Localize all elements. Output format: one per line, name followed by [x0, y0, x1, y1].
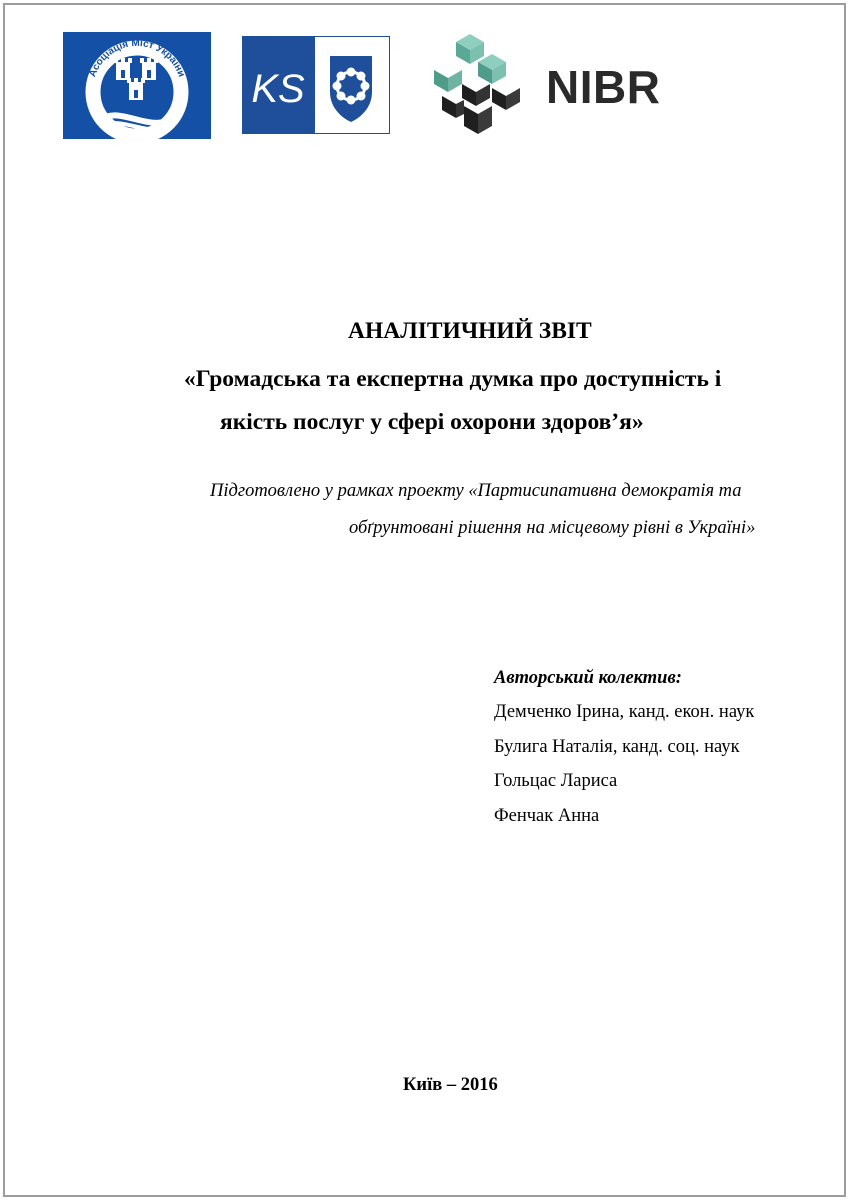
nibr-logo: [428, 30, 678, 138]
report-title-line-1: «Громадська та експертна думка про доступність і: [184, 366, 722, 392]
page-frame: [3, 3, 846, 1197]
project-note-line-2: обґрунтовані рішення на місцевому рівні в Україні»: [349, 518, 756, 538]
svg-text:KS: KS: [251, 67, 305, 111]
authors-block: [494, 666, 754, 838]
author-item: Булига Наталія, канд. соц. наук: [494, 736, 740, 757]
association-logo: [63, 32, 211, 139]
association-emblem-icon: [63, 32, 211, 139]
project-note-line-1: Підготовлено у рамках проекту «Партисипативна демократія та: [210, 481, 742, 501]
author-item: Фенчак Анна: [494, 805, 600, 826]
ks-logo: [242, 36, 390, 134]
nibr-wordmark: NIBR: [546, 61, 661, 113]
author-item: Гольцас Лариса: [494, 771, 618, 791]
place-year: Київ – 2016: [403, 1075, 498, 1095]
authors-heading: Авторський колектив:: [494, 668, 682, 688]
author-item: Демченко Ірина, канд. екон. наук: [494, 702, 755, 722]
nibr-cubes-icon: [428, 30, 538, 138]
report-title-line-2: якість послуг у сфері охорони здоров’я»: [220, 409, 644, 435]
svg-text:Асоціація Міст України: Асоціація Міст України: [87, 37, 187, 79]
report-type-title: АНАЛІТИЧНИЙ ЗВІТ: [348, 318, 592, 344]
ks-shield-icon: [242, 36, 390, 134]
